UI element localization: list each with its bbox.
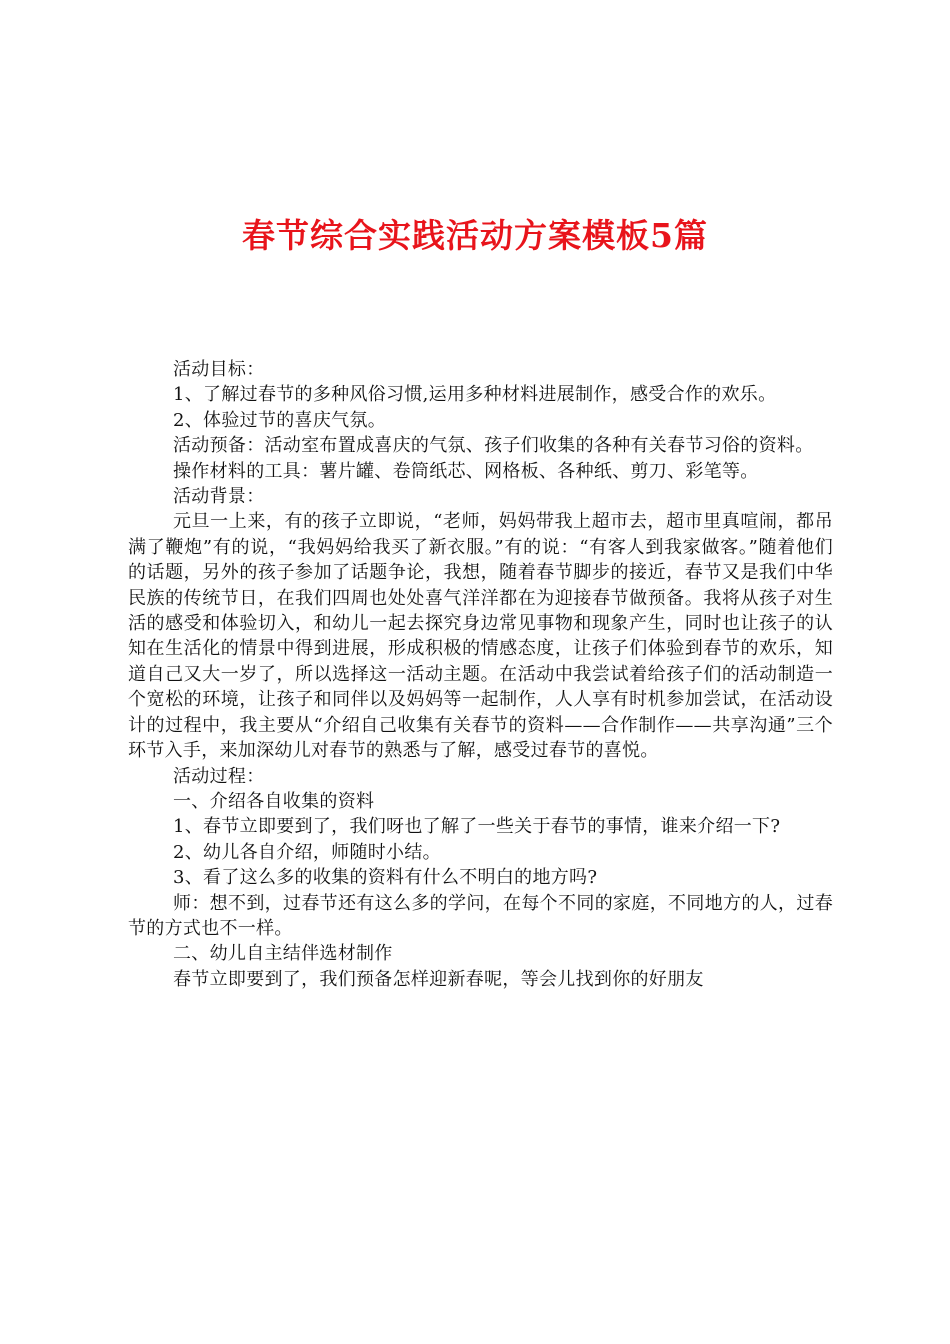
paragraph-section-2: 二、幼儿自主结伴选材制作 xyxy=(173,943,393,965)
paragraph-teacher-summary: 师：想不到，过春节还有这么多的学问，在每个不同的家庭，不同地方的人，过春节的方式也不一样。 xyxy=(128,892,833,939)
paragraph-background-heading: 活动背景： xyxy=(173,486,265,508)
paragraph-step-2: 2、幼儿各自介绍，师随时小结。 xyxy=(173,841,441,863)
paragraph-step-1: 1、春节立即要到了，我们呀也了解了一些关于春节的事情，谁来介绍一下? xyxy=(173,816,781,838)
paragraph-section-2-text: 春节立即要到了，我们预备怎样迎新春呢，等会儿找到你的好朋友 xyxy=(173,968,704,990)
document-body xyxy=(128,357,833,992)
paragraph-section-1: 一、介绍各自收集的资料 xyxy=(173,790,375,812)
paragraph-background: 元旦一上来，有的孩子立即说，“老师，妈妈带我上超市去，超市里真喧闹，都吊满了鞭炮”有的说，“我妈妈给我买了新衣服。”有的说：“有客人到我家做客。”随着他们的话题，另外的孩子参加了话题争论，我想，随着春节脚步的接近，春节又是我们中华民族的传统节日，在我们四周也处处喜气洋洋都在为迎接春节做预备。我将从孩子对生活的感受和体验切入，和幼儿一起去探究身边常见事物和现象产生，同时也让孩子的认知在生活化的情景中得到进展，形成积极的情感态度，让孩子们体验到春节的欢乐，知道自己又大一岁了，所以选择这一活动主题。在活动中我尝试着给孩子们的活动制造一个宽松的环境，让孩子和同伴以及妈妈等一起制作，人人享有时机参加尝试，在活动设计的过程中，我主要从“介绍自己收集有关春节的资料——合作制作——共享沟通”三个环节入手，来加深幼儿对春节的熟悉与了解，感受过春节的喜悦。 xyxy=(128,511,833,762)
paragraph-process-heading: 活动过程： xyxy=(173,765,265,787)
paragraph-goals-heading: 活动目标： xyxy=(173,359,265,380)
paragraph-materials: 操作材料的工具：薯片罐、卷筒纸芯、网格板、各种纸、剪刀、彩笔等。 xyxy=(173,460,759,482)
paragraph-preparation: 活动预备：活动室布置成喜庆的气氛、孩子们收集的各种有关春节习俗的资料。 xyxy=(173,435,814,457)
paragraph-goal-1: 1、了解过春节的多种风俗习惯,运用多种材料进展制作，感受合作的欢乐。 xyxy=(173,384,777,406)
document-title: 春节综合实践活动方案模板5篇 xyxy=(242,216,708,255)
paragraph-step-3: 3、看了这么多的收集的资料有什么不明白的地方吗? xyxy=(173,867,598,889)
paragraph-goal-2: 2、体验过节的喜庆气氛。 xyxy=(173,409,387,431)
